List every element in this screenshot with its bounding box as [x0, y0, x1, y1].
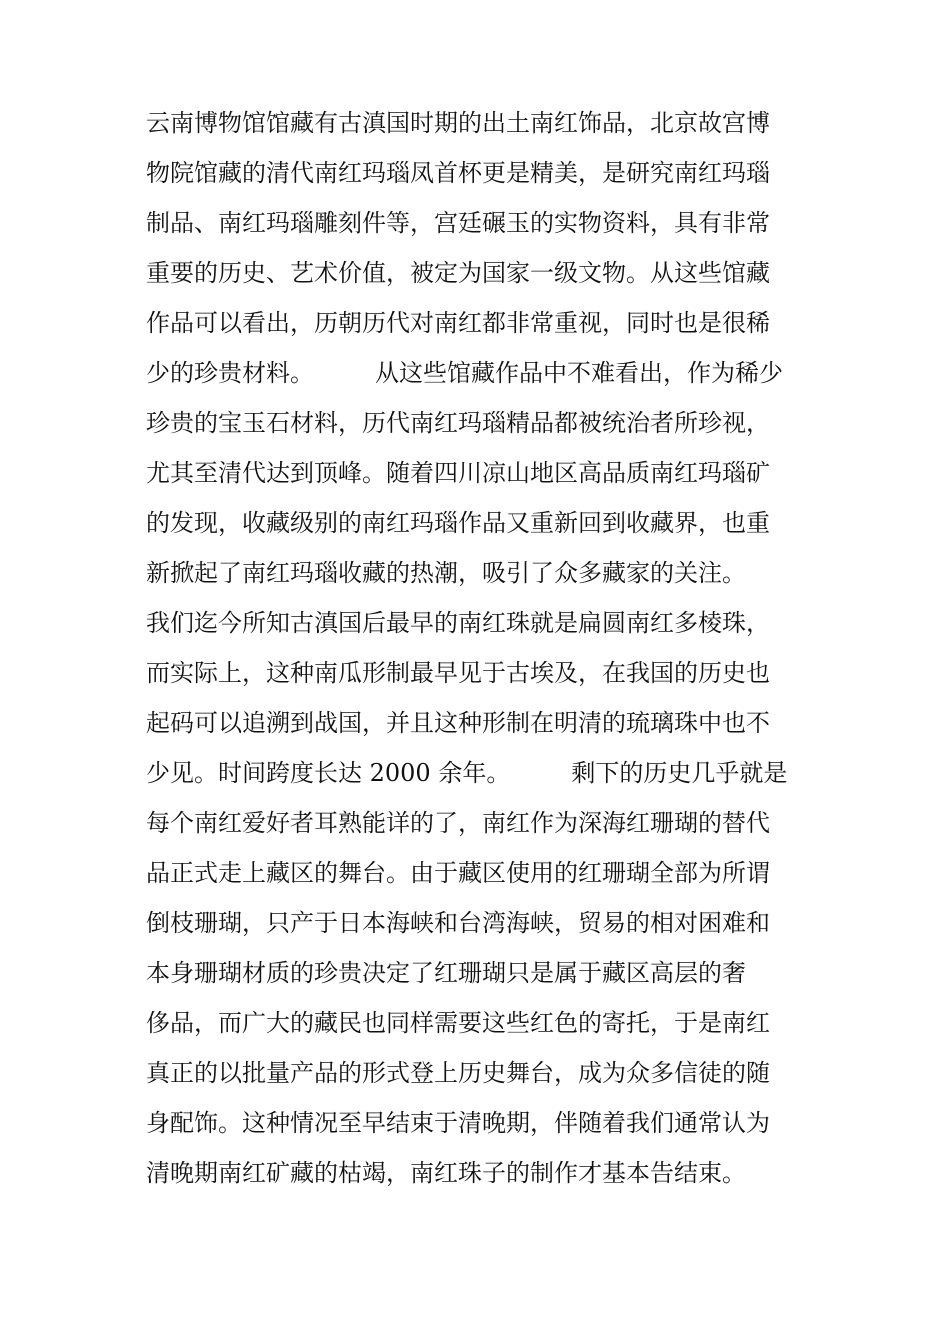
text-line: 新掀起了南红玛瑙收藏的热潮，吸引了众多藏家的关注。	[146, 559, 746, 587]
text-line: 侈品，而广大的藏民也同样需要这些红色的寄托，于是南红	[146, 1009, 770, 1037]
text-line: 起码可以追溯到战国，并且这种形制在明清的琉璃珠中也不	[146, 709, 770, 737]
text-line: 少见。时间跨度长达 2000 余年。 剩下的历史几乎就是	[146, 759, 788, 787]
text-line: 物院馆藏的清代南红玛瑙凤首杯更是精美，是研究南红玛瑙	[146, 159, 770, 187]
text-line: 品正式走上藏区的舞台。由于藏区使用的红珊瑚全部为所谓	[146, 859, 770, 887]
text-line: 本身珊瑚材质的珍贵决定了红珊瑚只是属于藏区高层的奢	[146, 959, 746, 987]
text-line: 制品、南红玛瑙雕刻件等，宫廷碾玉的实物资料，具有非常	[146, 209, 770, 237]
text-line: 云南博物馆馆藏有古滇国时期的出土南红饰品，北京故宫博	[146, 109, 770, 137]
text-line: 作品可以看出，历朝历代对南红都非常重视，同时也是很稀	[146, 309, 770, 337]
text-line: 而实际上，这种南瓜形制最早见于古埃及，在我国的历史也	[146, 659, 770, 687]
text-line: 尤其至清代达到顶峰。随着四川凉山地区高品质南红玛瑙矿	[146, 459, 770, 487]
text-line: 每个南红爱好者耳熟能详的了，南红作为深海红珊瑚的替代	[146, 809, 770, 837]
text-line: 少的珍贵材料。 从这些馆藏作品中不难看出，作为稀少	[146, 359, 784, 387]
text-line: 身配饰。这种情况至早结束于清晚期，伴随着我们通常认为	[146, 1109, 770, 1137]
text-line: 我们迄今所知古滇国后最早的南红珠就是扁圆南红多棱珠，	[146, 609, 770, 637]
text-line: 真正的以批量产品的形式登上历史舞台，成为众多信徒的随	[146, 1059, 770, 1087]
text-line: 珍贵的宝玉石材料，历代南红玛瑙精品都被统治者所珍视，	[146, 409, 770, 437]
text-line: 重要的历史、艺术价值，被定为国家一级文物。从这些馆藏	[146, 259, 770, 287]
body-text	[146, 98, 826, 1198]
text-line: 的发现，收藏级别的南红玛瑙作品又重新回到收藏界，也重	[146, 509, 770, 537]
text-line: 清晚期南红矿藏的枯竭，南红珠子的制作才基本告结束。	[146, 1159, 746, 1187]
text-line: 倒枝珊瑚，只产于日本海峡和台湾海峡，贸易的相对困难和	[146, 909, 770, 937]
